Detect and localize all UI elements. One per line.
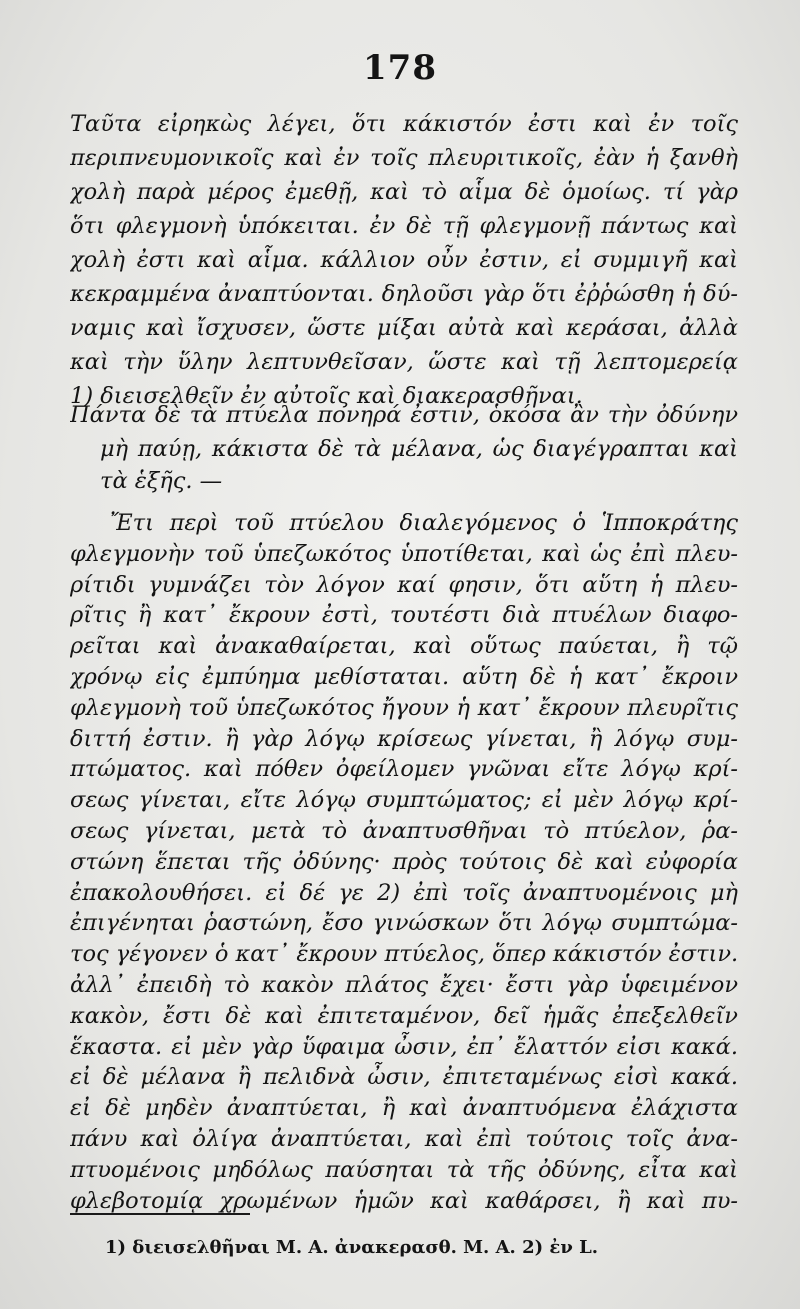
text-line: Ἔτι περὶ τοῦ πτύελου διαλεγόμενος ὁ Ἱπποκράτης (110, 510, 738, 536)
text-line: διττή ἐστιν. ἢ γὰρ λόγῳ κρίσεως γίνεται, ἢ λόγῳ συμ- (70, 725, 738, 752)
text-line: πτυομένοις μηδόλως παύσηται τὰ τῆς ὀδύνης, εἶτα καὶ (70, 1156, 738, 1183)
text-line: Πάντα δὲ τὰ πτύελα πονηρά ἐστιν, ὁκόσα ἂν τὴν ὀδύνην (70, 402, 738, 428)
text-line: ἀλλ᾽ ἐπειδὴ τὸ κακὸν πλάτος ἔχει· ἔστι γὰρ ὑφειμένον (70, 972, 738, 998)
text-line: μὴ παύῃ, κάκιστα δὲ τὰ μέλανα, ὡς διαγέγραπται καὶ (100, 436, 738, 462)
text-line: χολὴ παρὰ μέρος ἐμεθῇ, καὶ τὸ αἷμα δὲ ὁμοίως. τί γὰρ (70, 179, 738, 205)
text-line: 1) διεισελθεῖν ἐν αὐτοῖς καὶ διακερασθῆναι. (70, 383, 583, 409)
footnote-rule (70, 1213, 250, 1215)
text-line: ρίτιδι γυμνάζει τὸν λόγον καί φησιν, ὅτι αὕτη ἡ πλευ- (70, 571, 738, 598)
text-line: χρόνῳ εἰς ἐμπύημα μεθίσταται. αὕτη δὲ ἡ κατ᾽ ἔκροιν (70, 664, 738, 690)
text-line: κακὸν, ἔστι δὲ καὶ ἐπιτεταμένον, δεῖ ἡμᾶς ἐπεξελθεῖν (70, 1002, 738, 1029)
text-line: φλεγμονὴν τοῦ ὑπεζωκότος ὑποτίθεται, καὶ ὡς ἐπὶ πλευ- (70, 540, 738, 567)
text-line: χολὴ ἐστι καὶ αἷμα. κάλλιον οὖν ἐστιν, εἰ συμμιγῆ καὶ (70, 247, 738, 273)
text-line: φλεβοτομίᾳ χρωμένων ἡμῶν καὶ καθάρσει, ἢ καὶ πυ- (70, 1187, 738, 1214)
text-line: σεως γίνεται, εἴτε λόγῳ συμπτώματος; εἰ μὲν λόγῳ κρί- (70, 787, 738, 814)
text-line: σεως γίνεται, μετὰ τὸ ἀναπτυσθῆναι τὸ πτύελον, ῥα- (70, 818, 738, 844)
text-line: ὅτι φλεγμονὴ ὑπόκειται. ἐν δὲ τῇ φλεγμονῇ πάντως καὶ (70, 213, 738, 239)
text-line: εἰ δὲ μηδὲν ἀναπτύεται, ἢ καὶ ἀναπτυόμενα ἐλάχιστα (70, 1095, 738, 1122)
text-line: ναμις καὶ ἴσχυσεν, ὥστε μίξαι αὐτὰ καὶ κεράσαι, ἀλλὰ (70, 315, 738, 341)
text-line: κεκραμμένα ἀναπτύονται. δηλοῦσι γὰρ ὅτι ἐῤῥώσθη ἡ δύ- (70, 281, 738, 307)
page-number: 178 (363, 48, 437, 88)
text-line: τὰ ἑξῆς. — (100, 468, 223, 494)
text-line: ρεῖται καὶ ἀνακαθαίρεται, καὶ οὕτως παύεται, ἢ τῷ (70, 633, 738, 660)
text-line: πτώματος. καὶ πόθεν ὀφείλομεν γνῶναι εἴτε λόγῳ κρί- (70, 756, 738, 783)
text-line: Ταῦτα εἰρηκὼς λέγει, ὅτι κάκιστόν ἐστι καὶ ἐν τοῖς (70, 111, 738, 137)
text-line: ἐπιγένηται ῥαστώνη, ἔσο γινώσκων ὅτι λόγῳ συμπτώμα- (70, 910, 738, 937)
text-line: καὶ τὴν ὕλην λεπτυνθεῖσαν, ὥστε καὶ τῇ λεπτομερείᾳ (70, 349, 738, 375)
text-line: εἰ δὲ μέλανα ἢ πελιδνὰ ὦσιν, ἐπιτεταμένως εἰσὶ κακά. (70, 1064, 738, 1091)
text-line: πάνυ καὶ ὀλίγα ἀναπτύεται, καὶ ἐπὶ τούτοις τοῖς ἀνα- (70, 1126, 738, 1152)
footnote: 1) διεισελθῆναι M. A. ἀνακερασθ. M. A. 2) ἐν L. (105, 1237, 599, 1258)
text-line: περιπνευμονικοῖς καὶ ἐν τοῖς πλευριτικοῖς, ἐὰν ἡ ξανθὴ (70, 145, 738, 171)
text-line: φλεγμονὴ τοῦ ὑπεζωκότος ἤγουν ἡ κατ᾽ ἔκρουν πλευρῖτις (70, 694, 738, 721)
text-line: τος γέγονεν ὁ κατ᾽ ἔκρουν πτύελος, ὅπερ κάκιστόν ἐστιν. (70, 941, 738, 968)
text-line: ἕκαστα. εἰ μὲν γὰρ ὕφαιμα ὦσιν, ἐπ᾽ ἔλαττόν εἰσι κακά. (70, 1033, 738, 1060)
text-line: ρῖτις ἢ κατ᾽ ἔκρουν ἐστὶ, τουτέστι διὰ πτυέλων διαφο- (70, 602, 738, 629)
text-line: ἐπακολουθήσει. εἰ δέ γε 2) ἐπὶ τοῖς ἀναπτυομένοις μὴ (70, 879, 738, 906)
text-line: στώνη ἕπεται τῆς ὀδύνης· πρὸς τούτοις δὲ καὶ εὐφορία (70, 848, 738, 875)
